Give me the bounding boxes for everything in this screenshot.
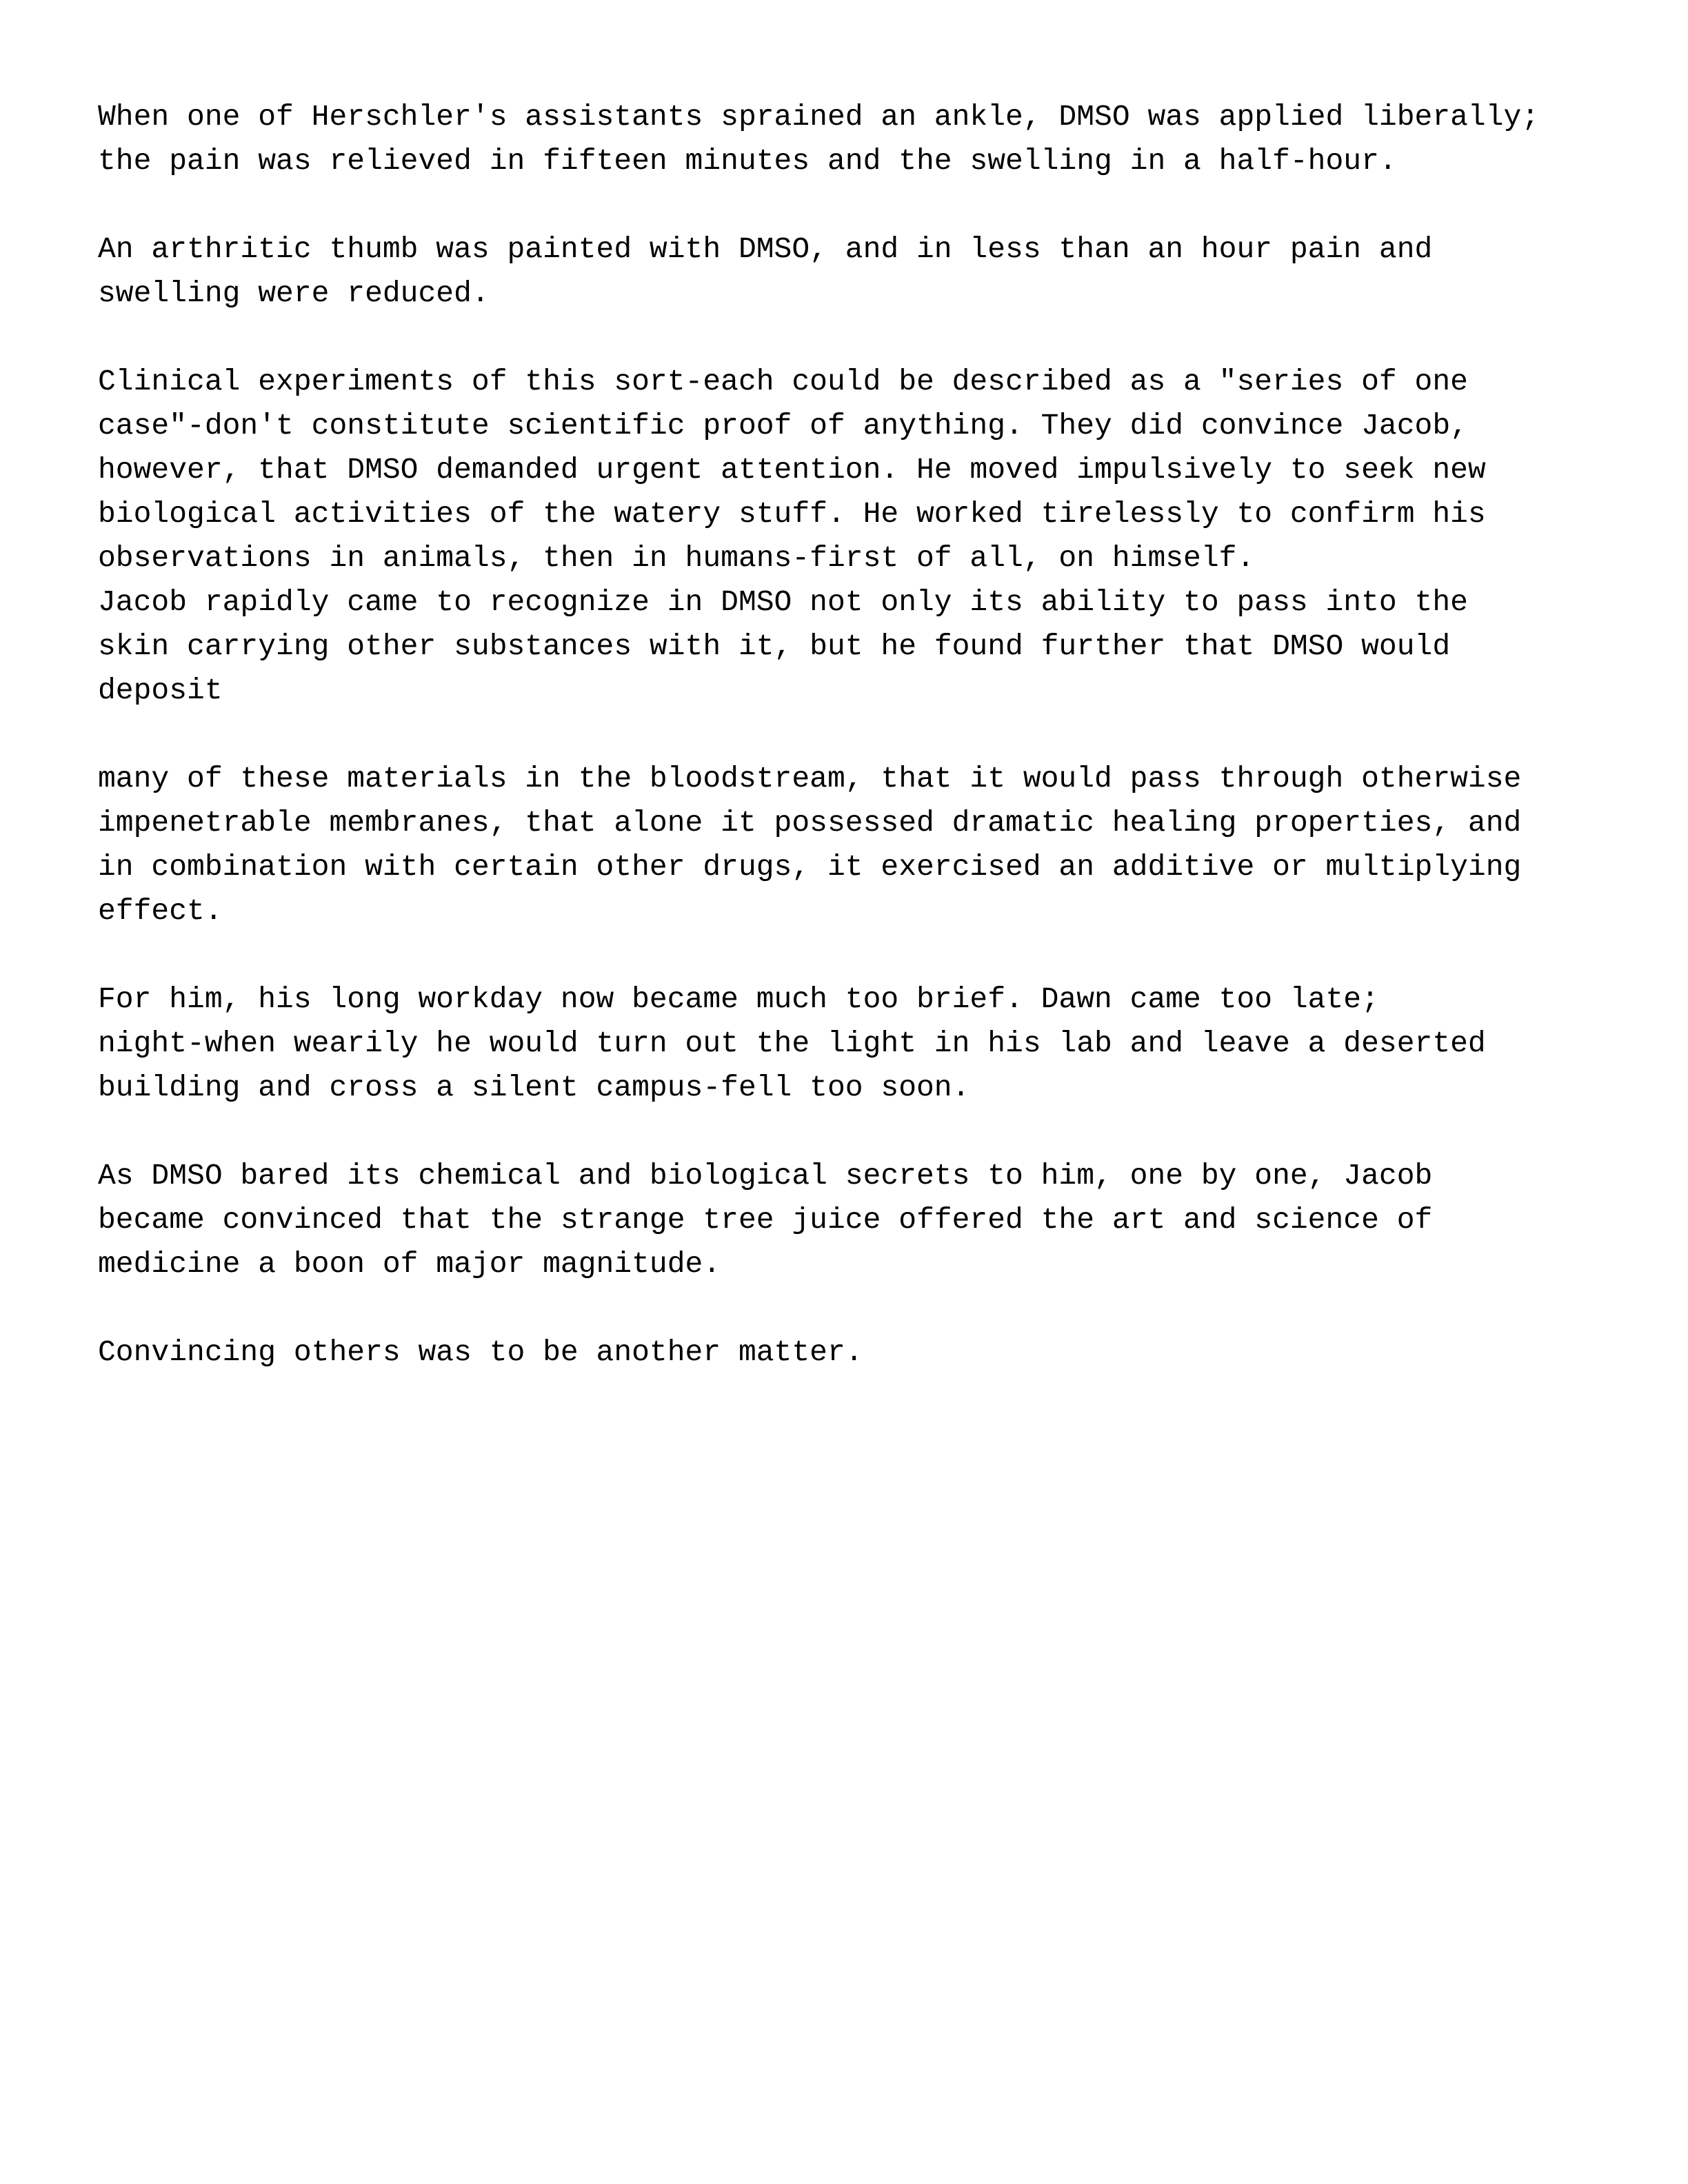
text-line: the pain was relieved in fifteen minutes and the swelling in a half-hour. — [98, 144, 1397, 178]
text-line: Convincing others was to be another matter. — [98, 1335, 863, 1369]
text-line: however, that DMSO demanded urgent attention. He moved impulsively to seek new — [98, 453, 1486, 487]
paragraph-convincing-others — [98, 1331, 1615, 1375]
text-line: medicine a boon of major magnitude. — [98, 1247, 721, 1281]
text-line: effect. — [98, 894, 223, 928]
text-line: swelling were reduced. — [98, 276, 490, 310]
text-line: night-when wearily he would turn out the light in his lab and leave a deserted — [98, 1027, 1486, 1060]
text-line: As DMSO bared its chemical and biological secrets to him, one by one, Jacob — [98, 1159, 1433, 1193]
text-line: When one of Herschler's assistants sprained an ankle, DMSO was applied liberally; — [98, 100, 1540, 134]
text-line: skin carrying other substances with it, but he found further that DMSO would — [98, 629, 1451, 663]
paragraph-secrets — [98, 1154, 1615, 1286]
text-line: observations in animals, then in humans-first of all, on himself. — [98, 541, 1255, 575]
text-line: many of these materials in the bloodstream, that it would pass through otherwise — [98, 762, 1522, 796]
text-line: in combination with certain other drugs, it exercised an additive or multiplying — [98, 850, 1522, 884]
paragraph-workday — [98, 978, 1615, 1110]
paragraph-arthritic-thumb — [98, 228, 1615, 316]
text-line: biological activities of the watery stuff. He worked tirelessly to confirm his — [98, 497, 1486, 531]
document-page — [98, 95, 1615, 1419]
text-line: Clinical experiments of this sort-each could be described as a "series of one — [98, 365, 1468, 398]
paragraph-clinical-experiments — [98, 360, 1615, 713]
text-line: building and cross a silent campus-fell too soon. — [98, 1071, 970, 1104]
text-line: For him, his long workday now became much too brief. Dawn came too late; — [98, 982, 1379, 1016]
text-line: impenetrable membranes, that alone it possessed dramatic healing properties, and — [98, 806, 1522, 840]
paragraph-bloodstream — [98, 757, 1615, 933]
text-line: became convinced that the strange tree juice offered the art and science of — [98, 1203, 1433, 1237]
text-line: deposit — [98, 674, 223, 707]
text-line: An arthritic thumb was painted with DMSO, and in less than an hour pain and — [98, 232, 1433, 266]
paragraph-sprained-ankle — [98, 95, 1615, 183]
text-line: Jacob rapidly came to recognize in DMSO not only its ability to pass into the — [98, 585, 1468, 619]
text-line: case"-don't constitute scientific proof of anything. They did convince Jacob, — [98, 409, 1468, 443]
